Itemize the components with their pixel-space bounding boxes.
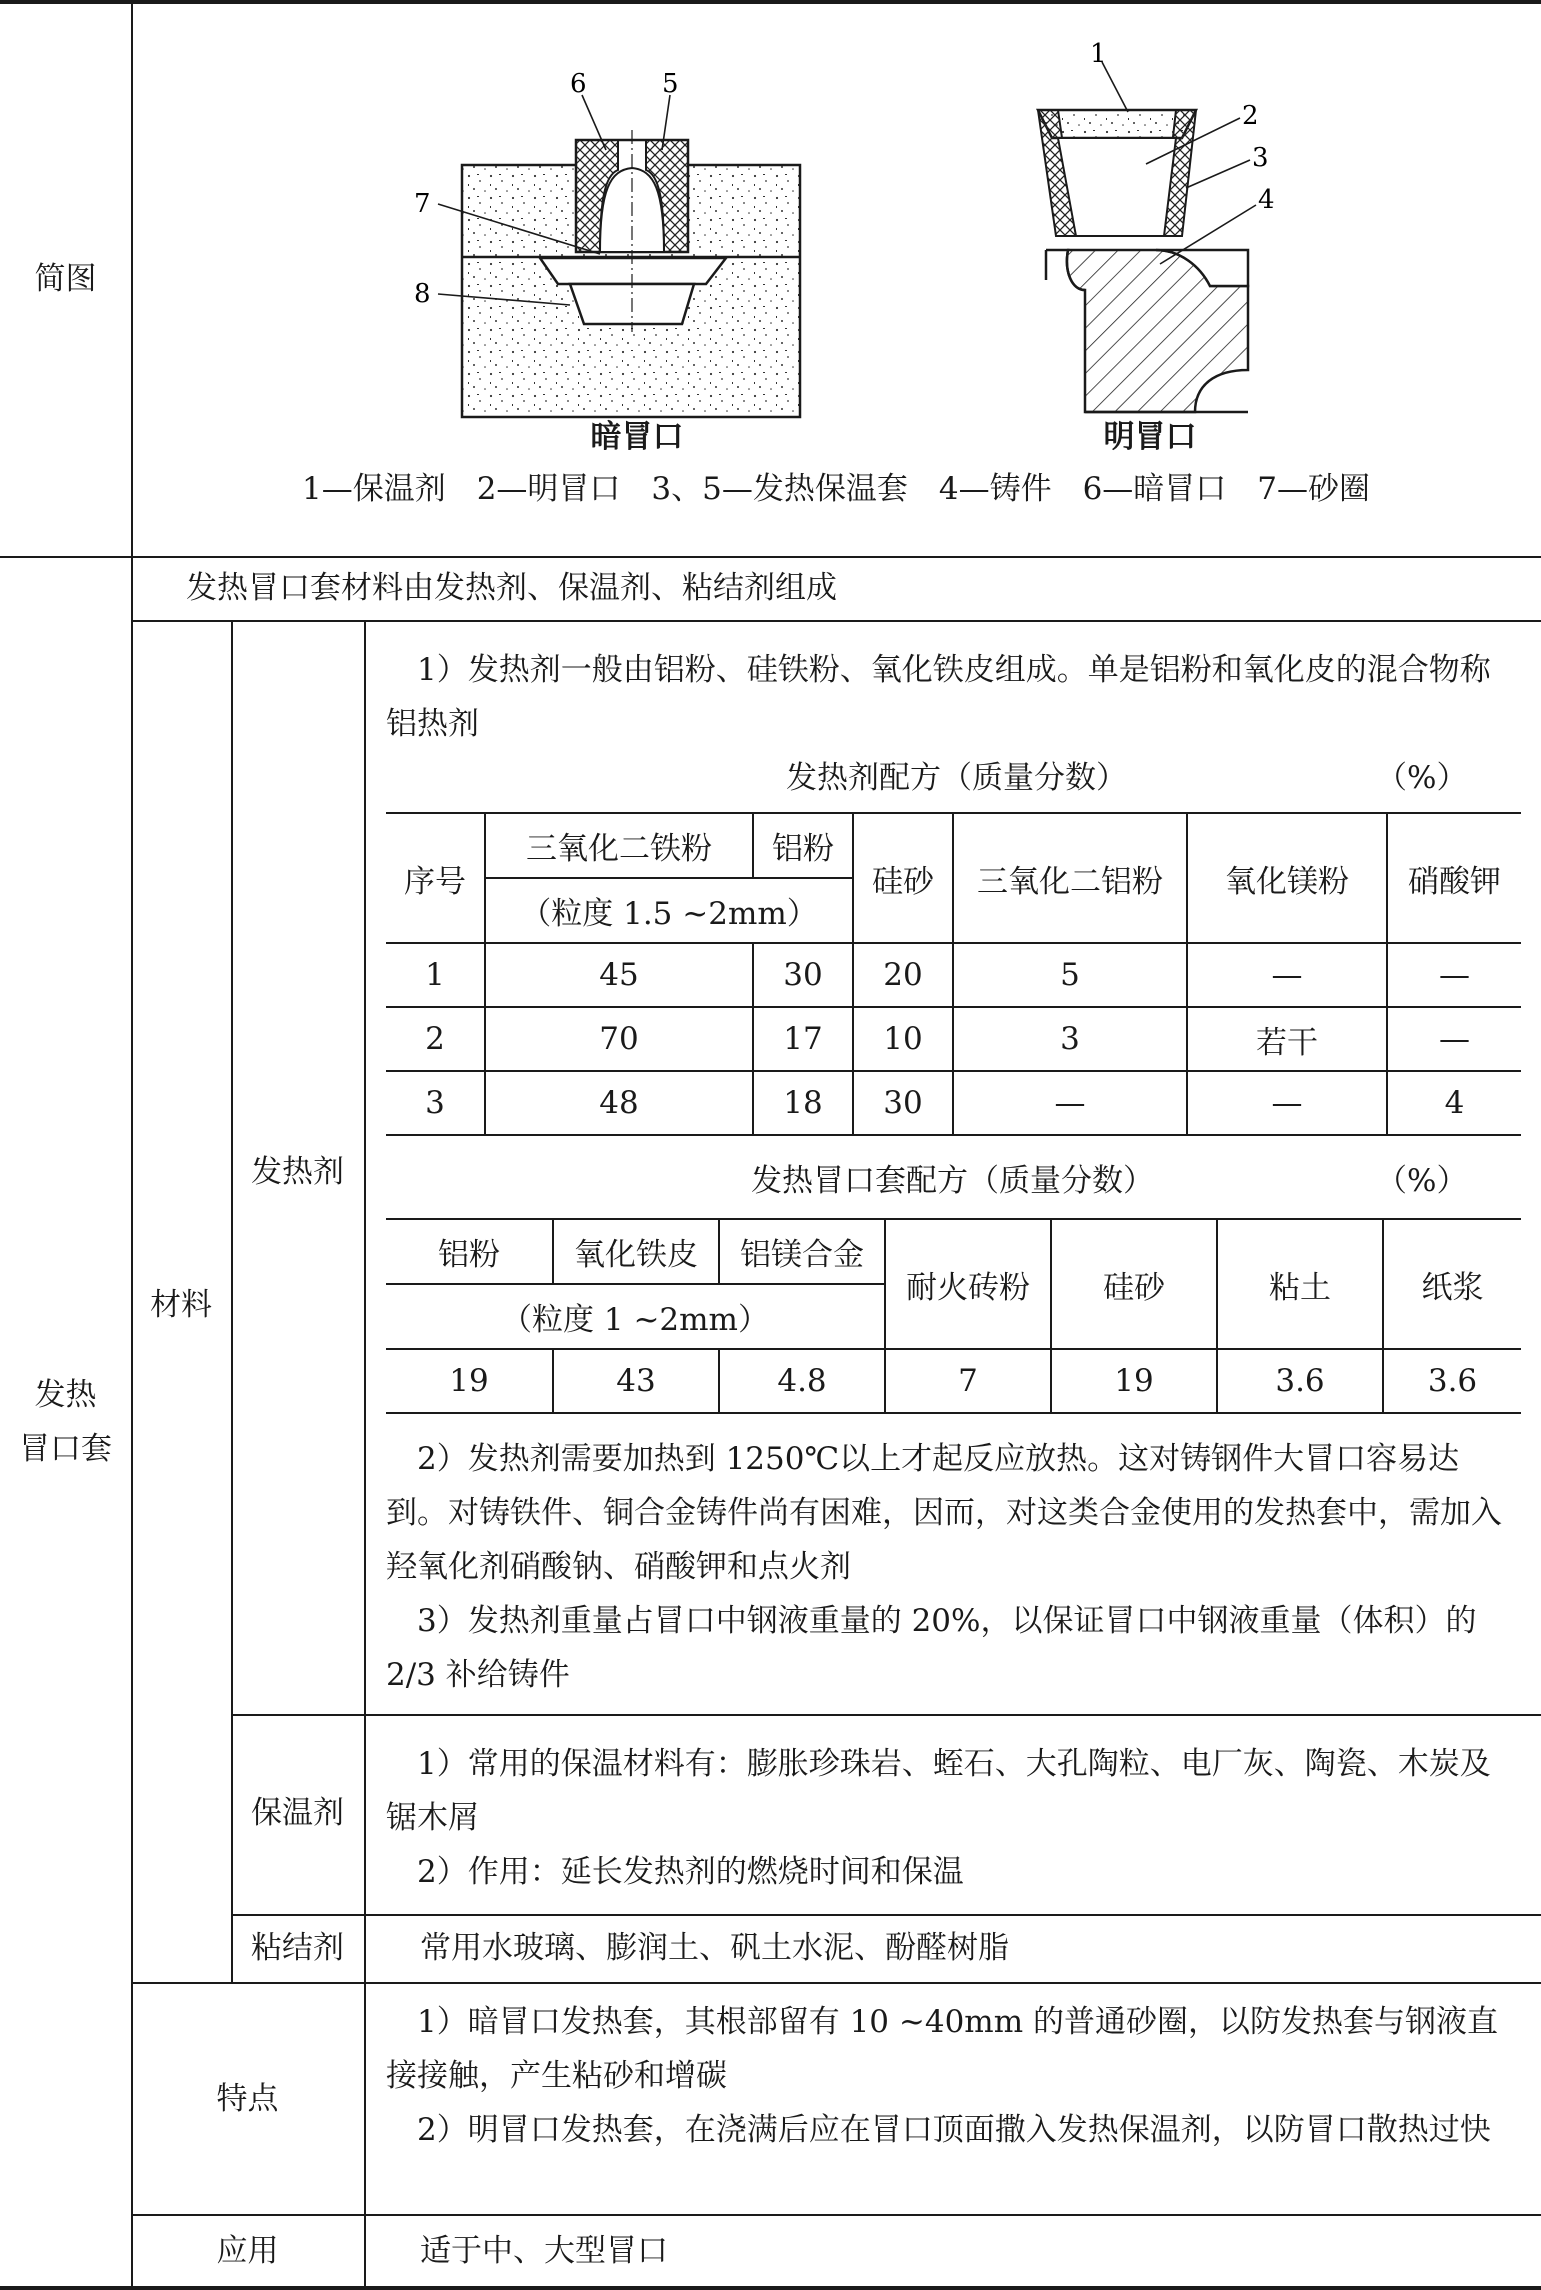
cell: 18 bbox=[753, 1071, 853, 1135]
col-divider-material bbox=[231, 620, 233, 1982]
diagram-row-label: 简图 bbox=[34, 261, 97, 297]
diagram-legend: 1—保温剂 2—明冒口 3、5—发热保温套 4—铸件 6—暗冒口 7—砂圈 bbox=[301, 471, 1371, 507]
closed-riser-figure bbox=[414, 69, 800, 417]
table-row bbox=[386, 943, 1521, 1007]
cell: 5 bbox=[953, 943, 1187, 1007]
callout-4: 4 bbox=[1258, 185, 1275, 215]
material-label: 材料 bbox=[150, 1287, 212, 1323]
heating-agent-intro bbox=[386, 643, 1521, 751]
cell: 30 bbox=[853, 1071, 953, 1135]
th-mgo: 氧化镁粉 bbox=[1187, 813, 1387, 943]
th-kno3: 硝酸钾 bbox=[1387, 813, 1521, 943]
th-scale: 氧化铁皮 bbox=[553, 1219, 719, 1284]
th-al2o3: 三氧化二铝粉 bbox=[953, 813, 1187, 943]
cell: 43 bbox=[553, 1349, 719, 1413]
cell: 1 bbox=[386, 943, 485, 1007]
th-pulp: 纸浆 bbox=[1383, 1219, 1521, 1349]
cell: 3 bbox=[386, 1071, 485, 1135]
cell: 3.6 bbox=[1383, 1349, 1521, 1413]
heating-agent-para-3: 3）发热剂重量占冒口中钢液重量的 20%，以保证冒口中钢液重量（体积）的 2/3 补给铸件 bbox=[386, 1603, 1477, 1693]
col-divider-section bbox=[131, 556, 133, 2290]
cell: 4 bbox=[1387, 1071, 1521, 1135]
table1-unit: （%） bbox=[1376, 760, 1468, 796]
row-divider-intro bbox=[131, 620, 1541, 622]
cell: 3 bbox=[953, 1007, 1187, 1071]
heating-agent-label: 发热剂 bbox=[251, 1154, 344, 1190]
th-al: 铝粉 bbox=[386, 1219, 553, 1284]
table-heating-agent-formula bbox=[386, 812, 1521, 1136]
section-intro: 发热冒口套材料由发热剂、保温剂、粘结剂组成 bbox=[186, 570, 837, 606]
cell: — bbox=[1187, 1071, 1387, 1135]
th-size: （粒度 1.5 ~2mm） bbox=[485, 878, 853, 943]
th-almg: 铝镁合金 bbox=[719, 1219, 885, 1284]
cell: — bbox=[1387, 943, 1521, 1007]
binder-text: 常用水玻璃、膨润土、矾土水泥、酚醛树脂 bbox=[420, 1930, 1009, 1966]
insulation-content bbox=[386, 1737, 1521, 1899]
cell: 45 bbox=[485, 943, 753, 1007]
table-row bbox=[386, 1349, 1521, 1413]
row-divider-diagram bbox=[0, 556, 1541, 558]
top-border bbox=[0, 0, 1541, 4]
callout-1: 1 bbox=[1090, 40, 1107, 69]
heating-agent-para-1: 1）发热剂一般由铝粉、硅铁粉、氧化铁皮组成。单是铝粉和氧化皮的混合物称铝热剂 bbox=[386, 652, 1491, 742]
cell: 3.6 bbox=[1217, 1349, 1383, 1413]
insulation-para-2: 2）作用：延长发热剂的燃烧时间和保温 bbox=[417, 1854, 964, 1890]
cell: — bbox=[953, 1071, 1187, 1135]
features-label: 特点 bbox=[216, 2081, 279, 2117]
table2-unit: （%） bbox=[1376, 1163, 1468, 1199]
table-row bbox=[386, 1007, 1521, 1071]
row-divider-insulation bbox=[231, 1914, 1541, 1916]
heating-agent-para-2: 2）发热剂需要加热到 1250℃以上才起反应放热。这对铸钢件大冒口容易达到。对铸铁件、铜合金铸件尚有困难，因而，对这类合金使用的发热套中，需加入羟氧化剂硝酸钠、硝酸钾和点火剂 bbox=[386, 1441, 1502, 1585]
cell: 若干 bbox=[1187, 1007, 1387, 1071]
closed-riser-caption: 暗冒口 bbox=[590, 419, 684, 455]
th-fe2o3: 三氧化二铁粉 bbox=[485, 813, 753, 878]
cell: 19 bbox=[1051, 1349, 1217, 1413]
heating-agent-notes bbox=[386, 1432, 1521, 1702]
cell: — bbox=[1187, 943, 1387, 1007]
section-label: 发热 冒口套 bbox=[19, 1377, 112, 1467]
callout-8: 8 bbox=[414, 279, 431, 309]
binder-label: 粘结剂 bbox=[251, 1930, 344, 1966]
cell: 30 bbox=[753, 943, 853, 1007]
table-row bbox=[386, 1071, 1521, 1135]
riser-diagrams bbox=[400, 40, 1280, 460]
cell: 20 bbox=[853, 943, 953, 1007]
insulation-label: 保温剂 bbox=[251, 1795, 344, 1831]
table1-title: 发热剂配方（质量分数） bbox=[786, 760, 1127, 796]
features-para-1: 1）暗冒口发热套，其根部留有 10 ~40mm 的普通砂圈，以防发热套与钢液直接接触，产生粘砂和增碳 bbox=[386, 2004, 1498, 2094]
cell: 4.8 bbox=[719, 1349, 885, 1413]
th-sand: 硅砂 bbox=[853, 813, 953, 943]
th-sand: 硅砂 bbox=[1051, 1219, 1217, 1349]
cell: 10 bbox=[853, 1007, 953, 1071]
features-content bbox=[386, 1995, 1521, 2157]
open-riser-figure bbox=[1038, 40, 1275, 412]
callout-3: 3 bbox=[1252, 143, 1269, 173]
th-size: （粒度 1 ~2mm） bbox=[386, 1284, 885, 1349]
open-riser-caption: 明冒口 bbox=[1103, 419, 1197, 455]
callout-6: 6 bbox=[570, 69, 587, 99]
cell: 2 bbox=[386, 1007, 485, 1071]
col-divider-sub bbox=[364, 620, 366, 2290]
th-brick: 耐火砖粉 bbox=[885, 1219, 1051, 1349]
application-label: 应用 bbox=[216, 2233, 279, 2269]
cell: 48 bbox=[485, 1071, 753, 1135]
table2-title: 发热冒口套配方（质量分数） bbox=[751, 1163, 1154, 1199]
insulation-para-1: 1）常用的保温材料有：膨胀珍珠岩、蛭石、大孔陶粒、电厂灰、陶瓷、木炭及锯木屑 bbox=[386, 1746, 1491, 1836]
cell: 17 bbox=[753, 1007, 853, 1071]
callout-2: 2 bbox=[1242, 101, 1259, 131]
callout-7: 7 bbox=[414, 189, 431, 219]
callout-5: 5 bbox=[662, 69, 679, 99]
th-no: 序号 bbox=[386, 813, 485, 943]
cell: 7 bbox=[885, 1349, 1051, 1413]
th-clay: 粘土 bbox=[1217, 1219, 1383, 1349]
row-divider-binder bbox=[131, 1982, 1541, 1984]
cell: — bbox=[1387, 1007, 1521, 1071]
cell: 70 bbox=[485, 1007, 753, 1071]
row-divider-features bbox=[131, 2214, 1541, 2216]
th-al: 铝粉 bbox=[753, 813, 853, 878]
application-text: 适于中、大型冒口 bbox=[420, 2233, 668, 2269]
bottom-border bbox=[0, 2286, 1541, 2290]
cell: 19 bbox=[386, 1349, 553, 1413]
table-sleeve-formula bbox=[386, 1218, 1521, 1414]
features-para-2: 2）明冒口发热套，在浇满后应在冒口顶面撒入发热保温剂，以防冒口散热过快 bbox=[417, 2112, 1491, 2148]
row-divider-heating bbox=[231, 1714, 1541, 1716]
